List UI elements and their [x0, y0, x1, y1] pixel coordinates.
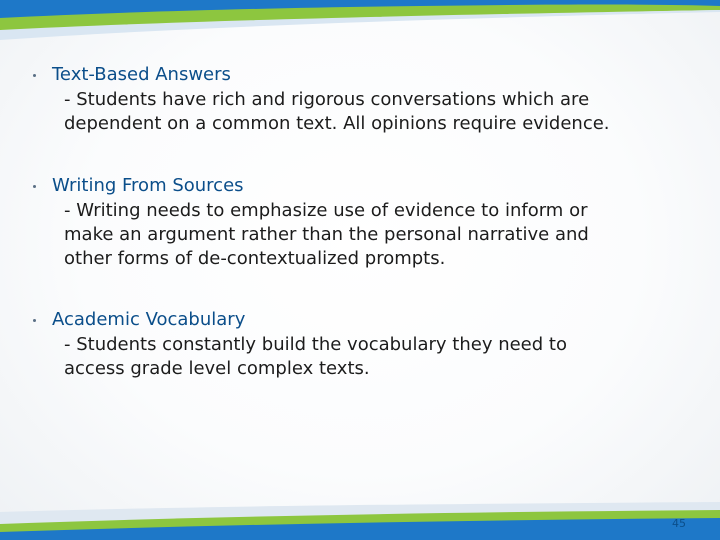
- page-number: 45: [672, 517, 686, 530]
- bullet-heading: Text-Based Answers: [52, 64, 231, 85]
- bullet-body: - Students have rich and rigorous conversations which are dependent on a common text. All opinions require evidence.: [64, 89, 610, 134]
- bullet-marker: [33, 319, 36, 322]
- bullet-heading: Academic Vocabulary: [52, 309, 246, 330]
- bullet-marker: [33, 185, 36, 188]
- bullet-marker: [33, 74, 36, 77]
- top-decorative-swoosh: [0, 0, 720, 50]
- bullet-academic-vocabulary: [28, 307, 708, 381]
- bullet-heading: Writing From Sources: [52, 175, 244, 196]
- bottom-decorative-swoosh: [0, 480, 720, 540]
- bullet-body: - Students constantly build the vocabulary they need to access grade level complex texts.: [64, 334, 567, 379]
- bullet-body: - Writing needs to emphasize use of evidence to inform or make an argument rather than the personal narrative and other forms of de-contextualized prompts.: [64, 200, 589, 269]
- bullet-text-based-answers: [28, 62, 708, 136]
- bullet-writing-from-sources: [28, 173, 708, 271]
